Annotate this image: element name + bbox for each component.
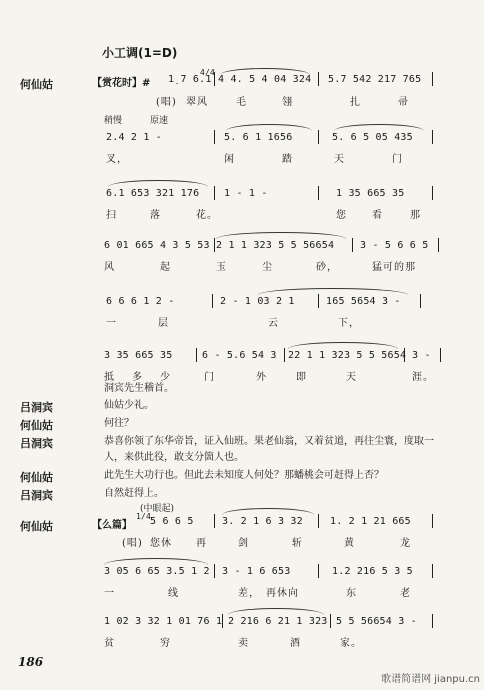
barline: [212, 294, 213, 308]
lyric: 翠风: [186, 97, 208, 108]
speaker-label: 吕洞宾: [20, 437, 53, 450]
notation-measure: 6 6 6 1 2 -: [106, 296, 175, 307]
notation-measure: 3 05 6 65 3.5 1 2: [104, 566, 210, 577]
notation-measure: 6 - 5.6 54 3: [202, 350, 277, 361]
notation-measure: 2 216 6 21 1 323: [228, 616, 328, 627]
barline: [214, 514, 215, 528]
slur: [104, 558, 208, 565]
notation-measure: 4 4. 5 4 04 324: [218, 74, 312, 85]
slur: [258, 288, 408, 295]
lyric: 您休: [150, 538, 172, 549]
barline: [432, 130, 433, 144]
slur: [108, 180, 208, 187]
watermark: 歌谱简谱网 jianpu.cn: [381, 674, 480, 685]
dialogue-line: 自然赶得上。: [104, 488, 164, 499]
lyric: 砂，: [316, 262, 338, 273]
slur: [220, 68, 310, 75]
lyric: 天: [346, 372, 357, 383]
key-signature: 小工调(1=D): [102, 46, 178, 60]
lyric: 龙: [400, 538, 411, 549]
lyric: 一: [104, 588, 115, 599]
lyric: 再: [196, 538, 207, 549]
lyric: 剑: [238, 538, 249, 549]
speaker-label: 何仙姑: [20, 520, 53, 533]
notation-measure: 3 - 5 6 6 5: [360, 240, 429, 251]
lyric-sub: (唱): [156, 97, 177, 108]
dialogue-line: 仙姑少礼。: [104, 400, 154, 411]
lyric: 差，: [238, 588, 260, 599]
lyric: 您: [336, 210, 347, 221]
tempo-mark: 稍慢: [104, 116, 123, 126]
lyric: 帚: [398, 97, 409, 108]
slur: [222, 508, 314, 515]
barline: [318, 130, 319, 144]
barline: [214, 72, 215, 86]
notation-measure: 3 -: [412, 350, 431, 361]
lyric: 酒: [290, 638, 301, 649]
lyric: 云: [268, 318, 279, 329]
lyric: 毛: [236, 97, 247, 108]
barline: [432, 564, 433, 578]
lyric: 猛可的那: [372, 262, 416, 273]
dialogue-line: 何往？: [104, 418, 134, 429]
notation-measure: 2 - 1 03 2 1: [220, 296, 295, 307]
lyric: 斩: [292, 538, 303, 549]
lyric: 贫: [104, 638, 115, 649]
lyric: 落: [150, 210, 161, 221]
notation-measure: 1 - 1 -: [224, 188, 268, 199]
barline: [330, 614, 331, 628]
lyric: 抵: [104, 372, 115, 383]
barline: [440, 348, 441, 362]
barline: [318, 72, 319, 86]
lyric: 踏: [282, 154, 293, 165]
barline: [432, 514, 433, 528]
notation-measure: 1. 2 1 21 665: [330, 516, 411, 527]
slur: [228, 608, 324, 615]
notation-measure: 5.7 542 217 765: [328, 74, 422, 85]
notation-measure: 5. 6 5 05 435: [332, 132, 413, 143]
barline: [432, 72, 433, 86]
lyric: 门: [204, 372, 215, 383]
dialogue-line: 洞宾先生稽首。: [104, 383, 174, 394]
lyric: 多: [132, 372, 143, 383]
lyric: 扫: [106, 210, 117, 221]
notation-measure: 6.1 653 321 176: [106, 188, 200, 199]
lyric: 闲: [224, 154, 235, 165]
lyric: 再休向: [266, 588, 299, 599]
barline: [352, 238, 353, 252]
slur: [334, 124, 424, 131]
notation-measure: 3 - 1 6 653: [222, 566, 291, 577]
lyric: 起: [160, 262, 171, 273]
lyric: 卖: [238, 638, 249, 649]
barline: [420, 294, 421, 308]
barline: [284, 348, 285, 362]
lyric-sub: (唱): [122, 538, 143, 549]
page-number: 186: [18, 655, 44, 669]
lyric: 即: [296, 372, 307, 383]
barline: [222, 614, 223, 628]
lyric: 尘: [262, 262, 273, 273]
notation-measure: 5. 6 1 1656: [224, 132, 293, 143]
lyric: 扎: [350, 97, 361, 108]
lyric: 层: [158, 318, 169, 329]
lyric: 翎: [282, 97, 293, 108]
barline: [214, 130, 215, 144]
notation-measure: 2 1 1 323 5 5 56654: [216, 240, 335, 251]
time-signature: 1/4: [136, 512, 152, 521]
barline: [318, 514, 319, 528]
barline: [214, 186, 215, 200]
notation-measure: 3 35 665 35: [104, 350, 173, 361]
lyric: 线: [168, 588, 179, 599]
lyric: 天: [334, 154, 345, 165]
lyric: 一: [106, 318, 117, 329]
lyric: 穷: [160, 638, 171, 649]
barline: [318, 294, 319, 308]
slur: [226, 124, 312, 131]
speaker-label: 何仙姑: [20, 471, 53, 484]
notation-measure: 1 02 3 32 1 01 76 1: [104, 616, 223, 627]
notation-measure: 6 01 665 4 3 5 53: [104, 240, 210, 251]
lyric: 东: [346, 588, 357, 599]
lyric: 涯。: [412, 372, 434, 383]
barline: [438, 238, 439, 252]
barline: [318, 186, 319, 200]
speaker-label: 何仙姑: [20, 78, 53, 91]
lyric: 花。: [196, 210, 218, 221]
slur: [216, 232, 346, 239]
lyric: 风: [104, 262, 115, 273]
notation-measure: 22 1 1 323 5 5 5654: [288, 350, 407, 361]
notation-measure: 1 35 665 35: [336, 188, 405, 199]
dialogue-line: 此先生大功行也。但此去未知度人何处？那蟠桃会可赶得上否？: [104, 470, 384, 481]
barline: [196, 348, 197, 362]
lyric: 黄: [344, 538, 355, 549]
tune-name: 【么篇】: [92, 520, 132, 531]
time-signature: 4/4: [200, 68, 216, 77]
notation-measure: 165 5654 3 -: [326, 296, 401, 307]
notation-measure: 1.2 216 5 3 5: [332, 566, 413, 577]
lyric: 家。: [340, 638, 362, 649]
notation-measure: 3. 2 1 6 3 32: [222, 516, 303, 527]
barline: [318, 564, 319, 578]
barline: [214, 564, 215, 578]
lyric: 老: [400, 588, 411, 599]
barline: [432, 186, 433, 200]
tune-name: 【赏花时】#: [92, 78, 151, 89]
tempo-mark: (中眼起): [140, 504, 175, 514]
speaker-label: 吕洞宾: [20, 401, 53, 414]
lyric: 玉: [216, 262, 227, 273]
barline: [214, 238, 215, 252]
lyric: 看: [372, 210, 383, 221]
speaker-label: 吕洞宾: [20, 489, 53, 502]
dialogue-line: 恭喜你领了东华帝旨，证入仙班。果老仙翁，又着贫道，再往尘寰，度取一人，来供此役，敢支分箇人也。: [104, 436, 434, 463]
notation-measure: 5 6 6 5: [150, 516, 194, 527]
speaker-label: 何仙姑: [20, 419, 53, 432]
lyric: 少: [160, 372, 171, 383]
lyric: 那: [410, 210, 421, 221]
notation-measure: 1̣ 7 6.1: [168, 74, 212, 85]
notation-measure: 2.4 2 1 -: [106, 132, 162, 143]
tempo-mark: 原速: [150, 116, 169, 126]
lyric: 叉，: [106, 154, 128, 165]
notation-measure: 5 5 56654 3 -: [336, 616, 417, 627]
slur: [288, 342, 398, 349]
barline: [404, 348, 405, 362]
lyric: 门: [392, 154, 403, 165]
barline: [432, 614, 433, 628]
lyric: 下，: [338, 318, 360, 329]
lyric: 外: [256, 372, 267, 383]
